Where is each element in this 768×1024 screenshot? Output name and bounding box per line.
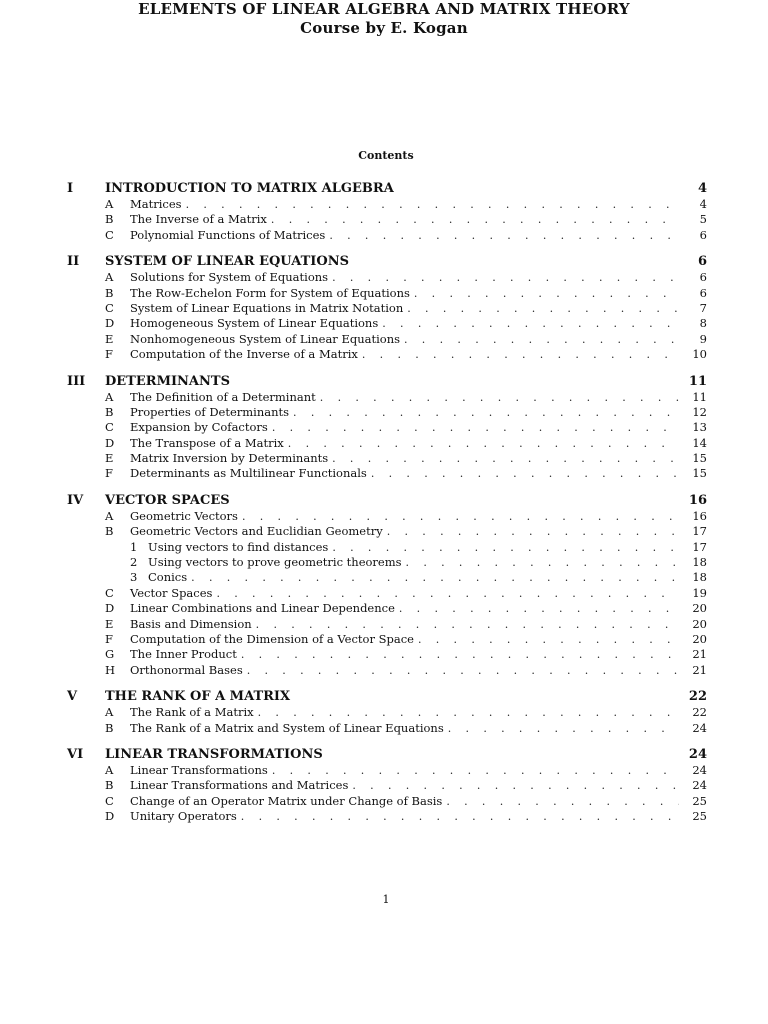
toc-section-row[interactable] [67, 586, 707, 601]
chapter-page: 4 [697, 181, 707, 196]
section-page: 21 [692, 647, 707, 662]
dot-leader [448, 721, 679, 736]
dot-leader [332, 451, 679, 466]
section-label: B [105, 285, 114, 300]
dot-leader [418, 632, 679, 647]
title-line-2: Course by E. Kogan [300, 19, 468, 37]
toc-section-row[interactable] [67, 316, 707, 331]
toc-section-row[interactable] [67, 721, 707, 736]
section-title: Change of an Operator Matrix under Change of Basis [130, 793, 443, 808]
section-page: 15 [692, 451, 707, 466]
dot-leader [241, 647, 679, 662]
section-title: Conics [148, 570, 188, 585]
section-label: 3 [130, 570, 138, 585]
dot-leader [272, 420, 679, 435]
toc-section-row[interactable] [67, 286, 707, 301]
toc-section-row[interactable] [67, 347, 707, 362]
toc-chapter [67, 181, 707, 243]
section-label: D [105, 316, 115, 331]
dot-leader [414, 286, 679, 301]
toc-chapter-row[interactable] [67, 747, 707, 763]
toc-section-row[interactable] [67, 524, 707, 539]
toc-section-row[interactable] [67, 794, 707, 809]
section-title: Properties of Determinants [130, 404, 290, 419]
section-page: 7 [699, 300, 707, 315]
dot-leader [362, 347, 679, 362]
toc-chapter-row[interactable] [67, 254, 707, 270]
chapter-number: II [67, 254, 80, 270]
dot-leader [258, 705, 679, 720]
section-title: The Definition of a Determinant [130, 389, 316, 404]
toc-section-row[interactable] [67, 466, 707, 481]
section-title: Solutions for System of Equations [130, 270, 329, 285]
dot-leader [407, 301, 679, 316]
chapter-title: INTRODUCTION TO MATRIX ALGEBRA [105, 181, 394, 196]
dot-leader [293, 405, 679, 420]
chapter-page: 22 [688, 689, 707, 705]
section-label: H [105, 662, 116, 677]
section-page: 17 [692, 524, 707, 539]
table-of-contents [67, 181, 707, 836]
section-label: D [105, 601, 115, 616]
toc-section-row[interactable] [67, 197, 707, 212]
section-title: System of Linear Equations in Matrix Notation [130, 300, 404, 315]
section-page: 5 [699, 212, 707, 227]
section-page: 24 [692, 762, 707, 777]
section-title: Expansion by Cofactors [130, 420, 268, 435]
section-page: 20 [692, 631, 707, 646]
section-label: A [105, 197, 114, 211]
chapter-title: VECTOR SPACES [105, 492, 230, 508]
section-title: Homogeneous System of Linear Equations [130, 316, 379, 331]
toc-section-row[interactable] [67, 601, 707, 616]
toc-section-row[interactable] [67, 663, 707, 678]
dot-leader [320, 390, 679, 405]
chapter-page: 24 [688, 746, 707, 762]
section-page: 18 [692, 555, 707, 570]
section-label: C [105, 227, 114, 242]
section-label: C [105, 793, 114, 808]
chapter-title: THE RANK OF A MATRIX [105, 689, 291, 705]
dot-leader [186, 197, 679, 212]
section-label: A [105, 270, 114, 285]
chapter-page: 6 [697, 254, 707, 270]
section-page: 10 [692, 347, 707, 362]
section-page: 13 [692, 420, 707, 435]
toc-section-row[interactable] [67, 301, 707, 316]
toc-chapter [67, 254, 707, 362]
section-page: 18 [692, 570, 707, 585]
section-title: Linear Transformations [130, 762, 268, 777]
section-label: D [105, 435, 115, 450]
section-label: 2 [130, 555, 138, 570]
toc-chapter [67, 689, 707, 736]
toc-section-row[interactable] [67, 212, 707, 227]
section-page: 20 [692, 616, 707, 631]
chapter-title: SYSTEM OF LINEAR EQUATIONS [105, 254, 349, 270]
section-title: Orthonormal Bases [130, 662, 243, 677]
toc-section-row[interactable] [67, 390, 707, 405]
section-title: The Inverse of a Matrix [130, 212, 267, 227]
section-title: Linear Combinations and Linear Dependence [130, 601, 395, 616]
chapter-title: LINEAR TRANSFORMATIONS [105, 746, 323, 762]
dot-leader [387, 524, 679, 539]
section-label: E [105, 331, 114, 346]
toc-section-row[interactable] [67, 451, 707, 466]
dot-leader [399, 601, 679, 616]
toc-chapter [67, 493, 707, 678]
section-page: 25 [692, 793, 707, 808]
page-number: 1 [382, 893, 390, 906]
dot-leader [404, 332, 679, 347]
section-title: Matrix Inversion by Determinants [130, 451, 329, 466]
toc-section-row[interactable] [67, 509, 707, 524]
section-label: E [105, 616, 114, 631]
section-title: Geometric Vectors and Euclidian Geometry [130, 524, 383, 539]
section-page: 4 [699, 197, 707, 211]
toc-section-row[interactable] [67, 705, 707, 720]
dot-leader [216, 586, 679, 601]
section-page: 14 [692, 435, 707, 450]
section-title: Unitary Operators [130, 809, 237, 824]
section-title: Polynomial Functions of Matrices [130, 227, 326, 242]
dot-leader [332, 270, 679, 285]
section-page: 21 [692, 662, 707, 677]
section-page: 16 [692, 508, 707, 523]
section-page: 24 [692, 778, 707, 793]
section-label: A [105, 762, 114, 777]
section-title: The Inner Product [130, 647, 237, 662]
dot-leader [446, 794, 679, 809]
section-page: 20 [692, 601, 707, 616]
section-label: C [105, 300, 114, 315]
toc-section-row[interactable] [67, 420, 707, 435]
dot-leader [382, 316, 679, 331]
dot-leader [242, 509, 679, 524]
section-title: The Rank of a Matrix and System of Linear Equations [130, 720, 444, 735]
section-label: B [105, 212, 114, 227]
dot-leader [191, 570, 679, 585]
toc-chapter-row[interactable] [67, 181, 707, 197]
toc-chapter [67, 374, 707, 482]
toc-section-row[interactable] [67, 332, 707, 347]
section-title: The Transpose of a Matrix [130, 435, 284, 450]
section-page: 15 [692, 466, 707, 481]
toc-section-row[interactable] [67, 405, 707, 420]
section-title: Using vectors to prove geometric theorems [148, 555, 402, 570]
section-title: Computation of the Dimension of a Vector Space [130, 631, 414, 646]
toc-chapter-row[interactable] [67, 374, 707, 390]
dot-leader [272, 763, 679, 778]
toc-chapter-row[interactable] [67, 689, 707, 705]
section-page: 6 [699, 227, 707, 242]
section-title: Determinants as Multilinear Functionals [130, 466, 367, 481]
dot-leader [329, 228, 679, 243]
section-title: Using vectors to find distances [148, 539, 329, 554]
section-label: B [105, 404, 114, 419]
dot-leader [288, 436, 679, 451]
section-label: 1 [130, 539, 138, 554]
section-title: Geometric Vectors [130, 508, 238, 523]
section-title: Matrices [130, 197, 182, 211]
toc-subsection-row[interactable] [67, 555, 707, 570]
section-label: B [105, 778, 114, 793]
chapter-number: III [67, 373, 86, 389]
chapter-number: I [67, 181, 74, 196]
section-label: A [105, 508, 114, 523]
toc-section-row[interactable] [67, 632, 707, 647]
toc-section-row[interactable] [67, 778, 707, 793]
dot-leader [271, 212, 679, 227]
section-label: E [105, 451, 114, 466]
section-title: Basis and Dimension [130, 616, 252, 631]
chapter-page: 11 [688, 373, 707, 389]
section-title: Nonhomogeneous System of Linear Equations [130, 331, 401, 346]
toc-section-row[interactable] [67, 809, 707, 824]
section-label: C [105, 585, 114, 600]
toc-chapter-row[interactable] [67, 493, 707, 509]
section-title: Linear Transformations and Matrices [130, 778, 349, 793]
dot-leader [406, 555, 679, 570]
chapter-page: 16 [688, 492, 707, 508]
contents-heading: Contents [358, 149, 414, 162]
chapter-number: IV [67, 492, 84, 508]
section-page: 6 [699, 270, 707, 285]
section-page: 17 [692, 539, 707, 554]
section-title: Computation of the Inverse of a Matrix [130, 347, 358, 362]
section-label: C [105, 420, 114, 435]
section-title: The Row-Echelon Form for System of Equations [130, 285, 410, 300]
toc-section-row[interactable] [67, 763, 707, 778]
section-title: Vector Spaces [130, 585, 213, 600]
dot-leader [352, 778, 679, 793]
section-label: B [105, 524, 114, 539]
dot-leader [256, 617, 679, 632]
section-page: 9 [699, 331, 707, 346]
section-label: F [105, 466, 113, 481]
toc-chapter [67, 747, 707, 825]
document-title [0, 0, 768, 38]
toc-subsection-row[interactable] [67, 570, 707, 585]
toc-section-row[interactable] [67, 436, 707, 451]
dot-leader [371, 466, 679, 481]
dot-leader [332, 540, 679, 555]
toc-section-row[interactable] [67, 647, 707, 662]
chapter-number: VI [67, 746, 84, 762]
toc-section-row[interactable] [67, 228, 707, 243]
section-label: B [105, 720, 114, 735]
section-page: 12 [692, 404, 707, 419]
dot-leader [241, 809, 679, 824]
toc-subsection-row[interactable] [67, 540, 707, 555]
toc-section-row[interactable] [67, 270, 707, 285]
dot-leader [247, 663, 679, 678]
toc-section-row[interactable] [67, 617, 707, 632]
section-page: 11 [692, 389, 707, 404]
section-page: 8 [699, 316, 707, 331]
title-line-1: ELEMENTS OF LINEAR ALGEBRA AND MATRIX THEORY [138, 0, 630, 18]
section-label: F [105, 347, 113, 362]
section-label: A [105, 389, 114, 404]
chapter-number: V [67, 689, 78, 705]
section-label: G [105, 647, 115, 662]
section-page: 24 [692, 720, 707, 735]
chapter-title: DETERMINANTS [105, 373, 230, 389]
section-label: D [105, 809, 115, 824]
section-page: 25 [692, 809, 707, 824]
section-title: The Rank of a Matrix [130, 705, 254, 720]
section-label: A [105, 705, 114, 720]
section-page: 19 [692, 585, 707, 600]
section-page: 6 [699, 285, 707, 300]
section-label: F [105, 631, 113, 646]
section-page: 22 [692, 705, 707, 720]
